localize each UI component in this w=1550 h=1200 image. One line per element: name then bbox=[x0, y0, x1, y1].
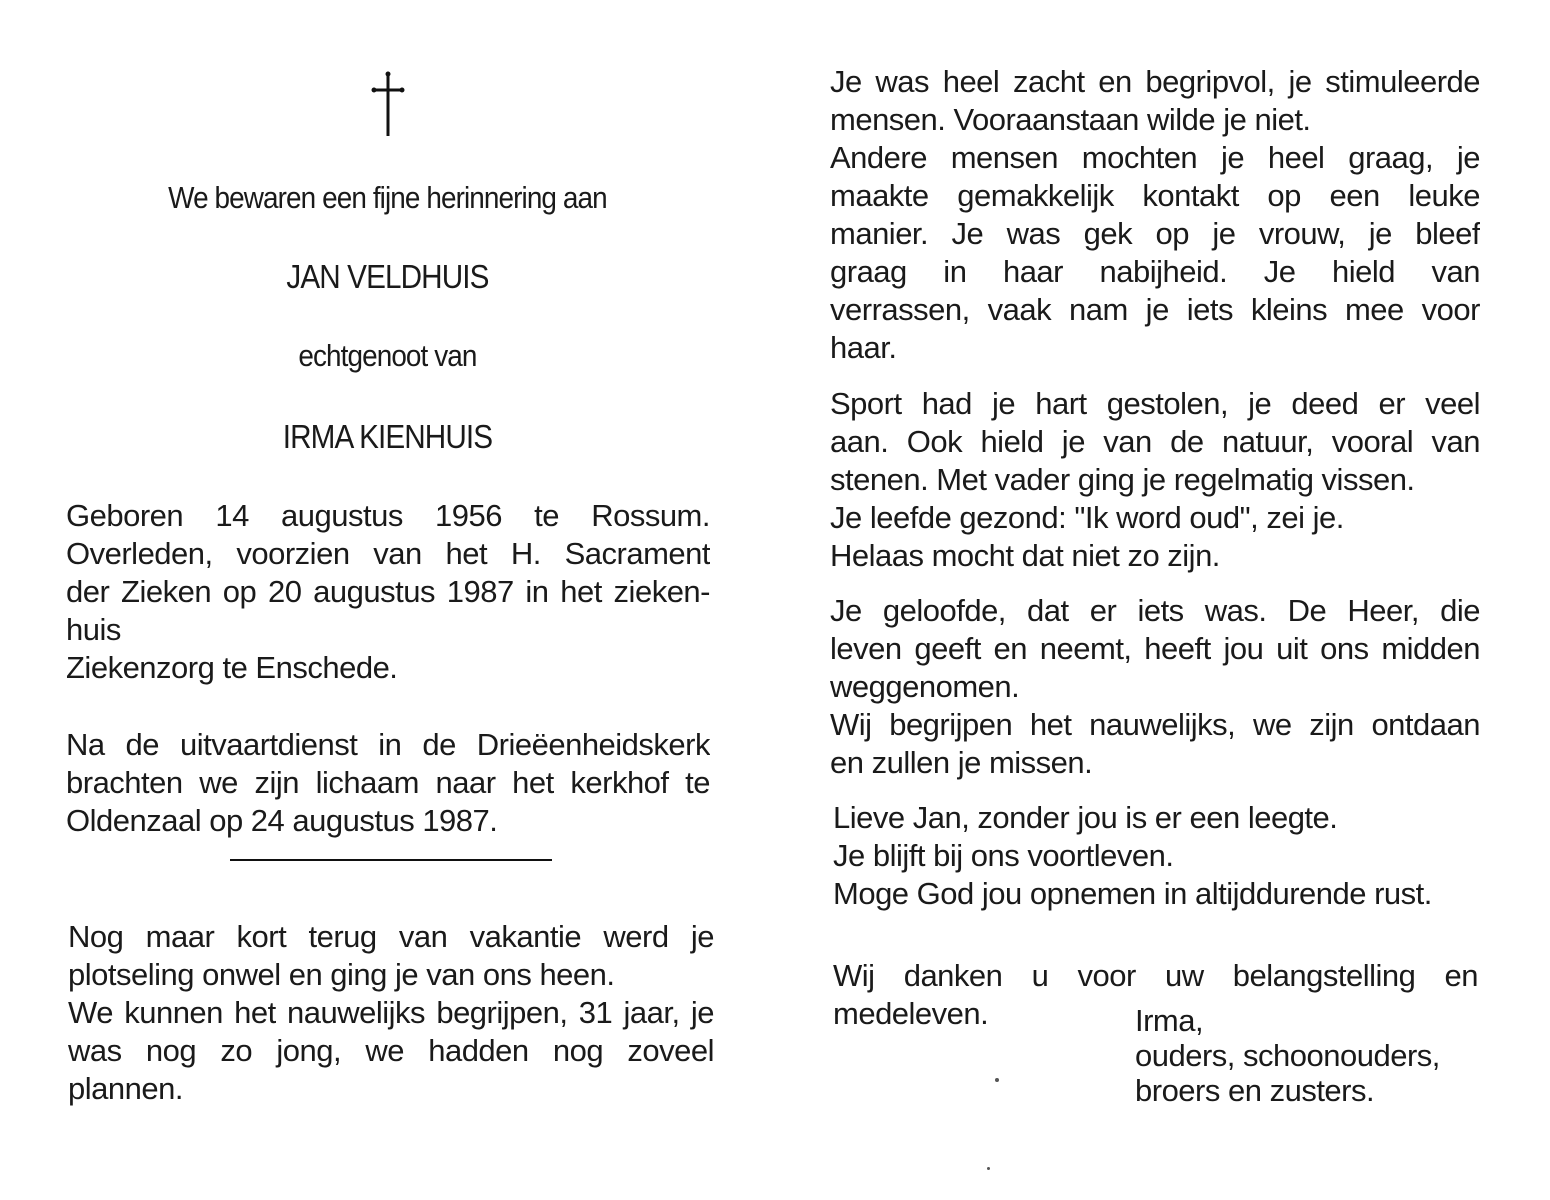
text-line: huis bbox=[66, 612, 121, 647]
text-line: plotseling onwel en ging je van ons heen. bbox=[68, 957, 615, 992]
text-line: Na de uitvaartdienst in de Drieëenheidskerk bbox=[66, 727, 710, 762]
text-line: Je was heel zacht en begripvol, je stimuleerde bbox=[830, 64, 1480, 99]
signature-line: broers en zusters. bbox=[1135, 1073, 1375, 1108]
text-line: Andere mensen mochten je heel graag, je bbox=[830, 140, 1480, 175]
text-line: Wij begrijpen het nauwelijks, we zijn ontdaan bbox=[830, 707, 1480, 742]
scan-speck bbox=[995, 1078, 999, 1082]
memory-paragraph bbox=[68, 918, 714, 1108]
text-line: medeleven. bbox=[833, 996, 989, 1031]
text-line: Lieve Jan, zonder jou is er een leegte. bbox=[833, 800, 1338, 835]
text-line: Ziekenzorg te Enschede. bbox=[66, 650, 398, 685]
text-line: Geboren 14 augustus 1956 te Rossum. bbox=[66, 498, 710, 533]
text-line: Je geloofde, dat er iets was. De Heer, die bbox=[830, 593, 1480, 628]
relation-text: echtgenoot van bbox=[298, 338, 477, 373]
spouse-name: IRMA KIENHUIS bbox=[282, 418, 493, 455]
text-line: manier. Je was gek op je vrouw, je bleef bbox=[830, 216, 1480, 251]
birth-death-paragraph bbox=[66, 497, 710, 687]
text-line: maakte gemakkelijk kontakt op een leuke bbox=[830, 178, 1480, 213]
text-line: der Zieken op 20 augustus 1987 in het zieken- bbox=[66, 574, 710, 609]
text-line: weggenomen. bbox=[830, 669, 1020, 704]
text-line: Oldenzaal op 24 augustus 1987. bbox=[66, 803, 498, 838]
character-paragraph bbox=[830, 63, 1480, 367]
text-line: mensen. Vooraanstaan wilde je niet. bbox=[830, 102, 1311, 137]
text-line: Helaas mocht dat niet zo zijn. bbox=[830, 538, 1220, 573]
faith-paragraph bbox=[830, 592, 1480, 782]
text-line: haar. bbox=[830, 330, 897, 365]
text-line: en zullen je missen. bbox=[830, 745, 1093, 780]
text-line: Overleden, voorzien van het H. Sacrament bbox=[66, 536, 710, 571]
text-line: stenen. Met vader ging je regelmatig vissen. bbox=[830, 462, 1415, 497]
hobbies-paragraph bbox=[830, 385, 1480, 575]
text-line: aan. Ook hield je van de natuur, vooral van bbox=[830, 424, 1480, 459]
text-line: was nog zo jong, we hadden nog zoveel bbox=[68, 1033, 714, 1068]
text-line: graag in haar nabijheid. Je hield van bbox=[830, 254, 1480, 289]
scan-speck bbox=[987, 1167, 990, 1170]
text-line: brachten we zijn lichaam naar het kerkhof te bbox=[66, 765, 710, 800]
text-line: Nog maar kort terug van vakantie werd je bbox=[68, 919, 714, 954]
farewell-paragraph bbox=[833, 799, 1483, 913]
burial-paragraph bbox=[66, 726, 710, 840]
text-line: plannen. bbox=[68, 1071, 183, 1106]
cross-icon bbox=[368, 70, 408, 138]
text-line: Wij danken u voor uw belangstelling en bbox=[833, 958, 1478, 993]
text-line: leven geeft en neemt, heeft jou uit ons midden bbox=[830, 631, 1480, 666]
signature-line: Irma, bbox=[1135, 1003, 1204, 1038]
text-line: Je leefde gezond: "Ik word oud", zei je. bbox=[830, 500, 1344, 535]
text-line: verrassen, vaak nam je iets kleins mee voor bbox=[830, 292, 1480, 327]
intro-text: We bewaren een fijne herinnering aan bbox=[168, 180, 607, 215]
divider bbox=[230, 859, 552, 861]
signature-line: ouders, schoonouders, bbox=[1135, 1038, 1440, 1073]
text-line: Je blijft bij ons voortleven. bbox=[833, 838, 1174, 873]
text-line: Sport had je hart gestolen, je deed er veel bbox=[830, 386, 1480, 421]
text-line: Moge God jou opnemen in altijddurende rust. bbox=[833, 876, 1432, 911]
signature-block bbox=[1135, 1003, 1440, 1108]
text-line: We kunnen het nauwelijks begrijpen, 31 jaar, je bbox=[68, 995, 714, 1030]
deceased-name: JAN VELDHUIS bbox=[286, 258, 489, 295]
